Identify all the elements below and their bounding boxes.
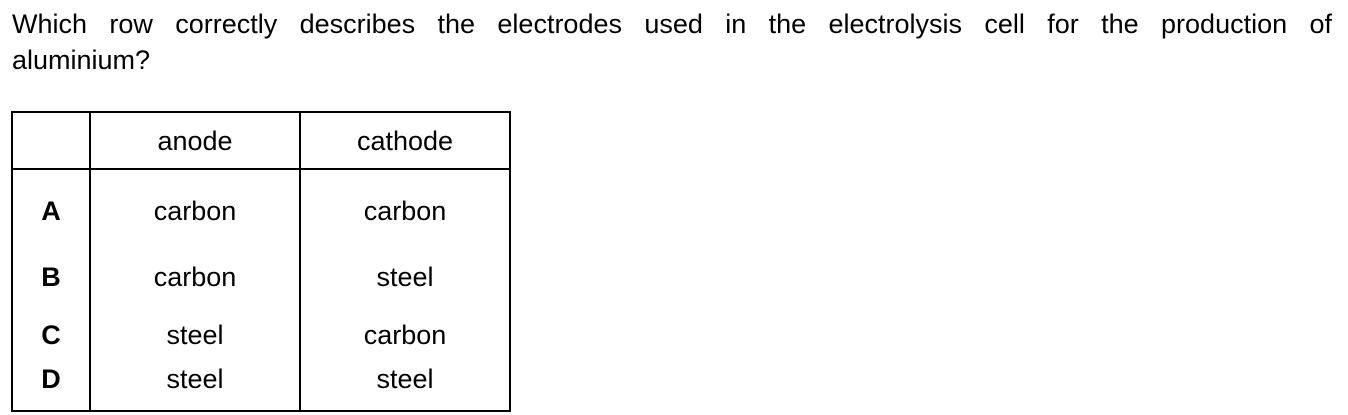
- row-a-anode: carbon: [90, 169, 300, 248]
- row-d-cathode: steel: [300, 364, 510, 411]
- table-row-a: [12, 169, 510, 248]
- question-text: [12, 6, 1332, 78]
- row-c-cathode: carbon: [300, 306, 510, 364]
- table-row-d: [12, 364, 510, 411]
- question-line-2: aluminium?: [12, 45, 151, 75]
- header-anode: anode: [90, 112, 300, 169]
- header-blank-cell: [12, 112, 90, 169]
- table-row-c: [12, 306, 510, 364]
- row-label-a: A: [12, 169, 90, 248]
- row-c-anode: steel: [90, 306, 300, 364]
- answer-table: [11, 111, 511, 412]
- row-d-anode: steel: [90, 364, 300, 411]
- row-label-b: B: [12, 248, 90, 306]
- row-label-d: D: [12, 364, 90, 411]
- row-a-cathode: carbon: [300, 169, 510, 248]
- row-label-c: C: [12, 306, 90, 364]
- row-b-cathode: steel: [300, 248, 510, 306]
- table-row-b: [12, 248, 510, 306]
- header-cathode: cathode: [300, 112, 510, 169]
- table-header-row: [12, 112, 510, 169]
- row-b-anode: carbon: [90, 248, 300, 306]
- question-line-1: Which row correctly describes the electrodes used in the electrolysis cell for the production of: [12, 9, 1332, 39]
